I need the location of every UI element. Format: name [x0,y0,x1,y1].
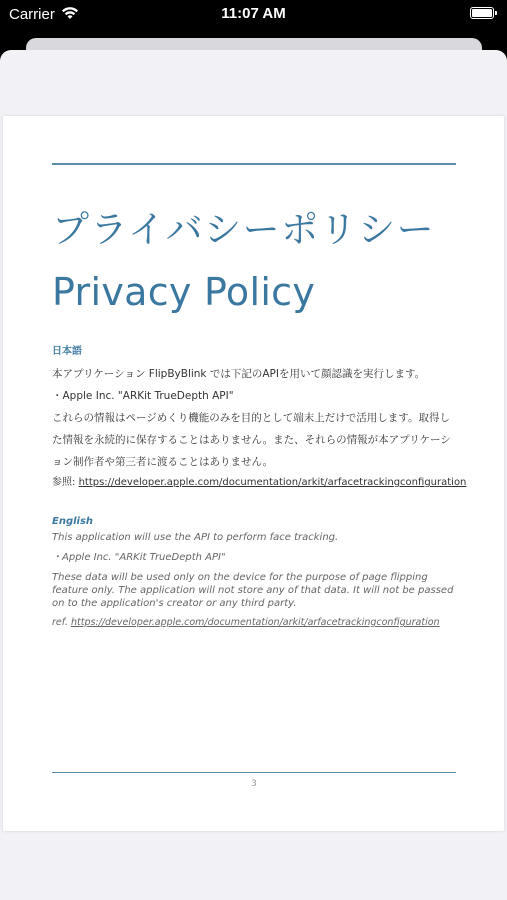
japanese-paragraph: これらの情報はページめくり機能のみを目的として端末上だけで活用します。取得した情報を永続的に保存することはありません。また、それらの情報が本アプリケーション制作者や第三者に渡ることはありません。 [52,412,451,468]
status-bar [0,0,507,30]
english-heading: English [52,516,94,527]
title-english: Privacy Policy [52,270,316,314]
page-number: 3 [251,779,257,789]
japanese-reference [52,473,467,493]
japanese-section [52,342,467,493]
clock-time: 11:07 AM [221,5,286,22]
english-ref-label: ref. [52,617,71,628]
top-divider [52,163,456,165]
japanese-intro: 本アプリケーション FlipByBlink では下記のAPIを用いて顔認識を実行します。 [52,368,426,380]
english-paragraph: These data will be used only on the device for the purpose of page flipping feature only. The application will not store any of that data. It will not be passed on to the application's creator or any third party. [52,572,454,609]
japanese-ref-link[interactable]: https://developer.apple.com/documentation/arkit/arfacetrackingconfiguration [78,477,467,488]
english-reference [52,617,456,628]
carrier-label: Carrier [9,6,55,23]
english-intro: This application will use the API to perform face tracking. [52,532,339,543]
english-section [52,516,456,628]
english-api: ・Apple Inc. "ARKit TrueDepth API" [52,552,226,563]
japanese-ref-label: 参照: [52,477,79,488]
japanese-api: ・Apple Inc. "ARKit TrueDepth API" [52,390,234,402]
bottom-divider [52,772,456,773]
battery-icon [470,7,494,19]
document-page[interactable] [3,116,504,831]
japanese-heading: 日本語 [52,346,82,357]
english-ref-link[interactable]: https://developer.apple.com/documentation/arkit/arfacetrackingconfiguration [70,617,440,628]
title-japanese: プライバシーポリシー [52,208,436,251]
battery-fill [472,9,492,17]
